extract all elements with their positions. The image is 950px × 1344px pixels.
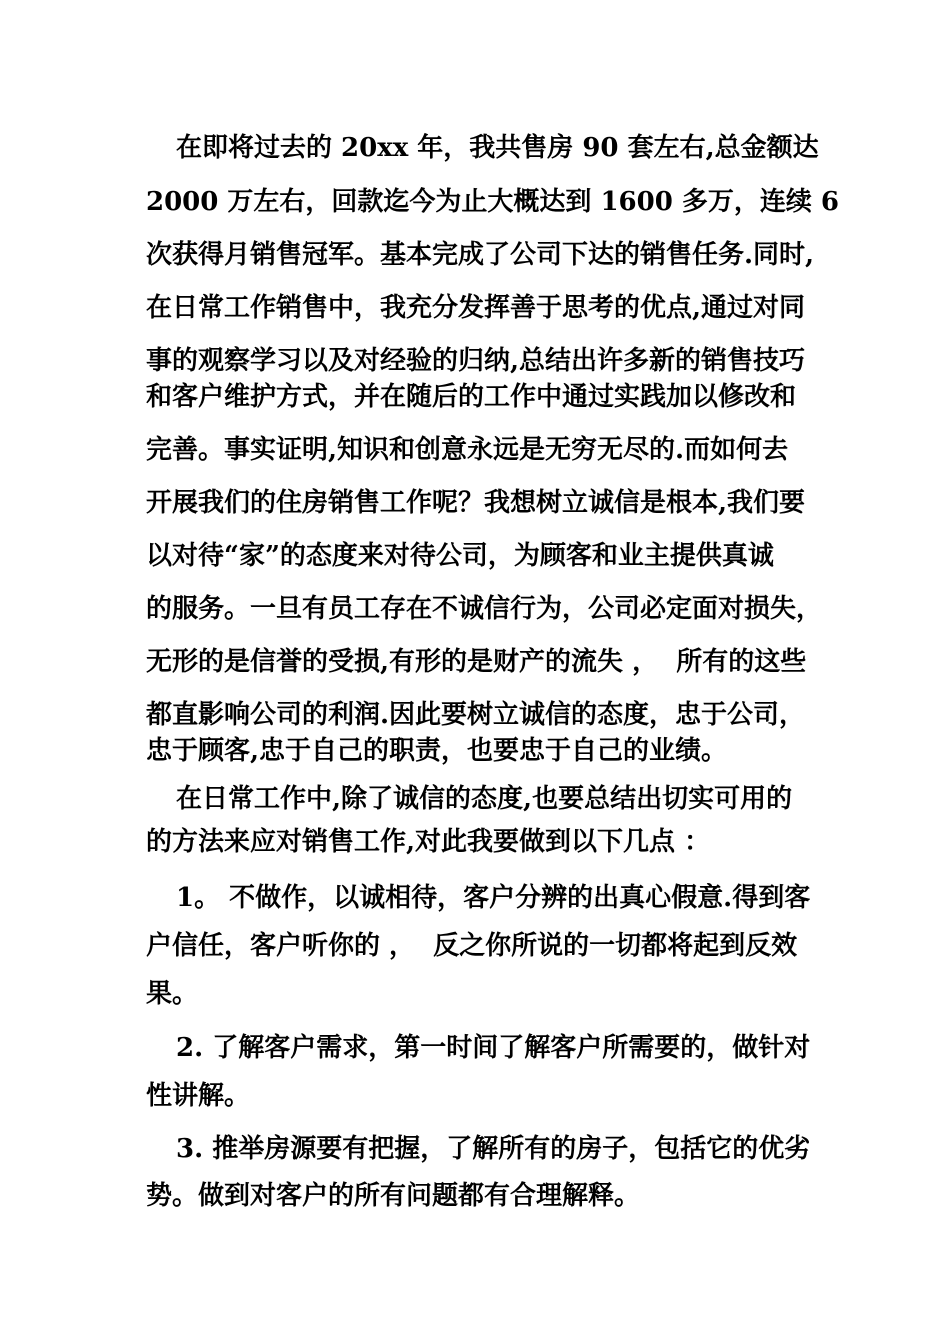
text-line: 2000 万左右，回款迄今为止大概达到 1600 多万，连续 6 xyxy=(146,187,840,217)
list-item-line: 性讲解。 xyxy=(146,1081,251,1111)
list-item-line: 1。 不做作，以诚相待，客户分辨的出真心假意.得到客 xyxy=(176,883,811,913)
text-line: 在即将过去的 20xx 年，我共售房 90 套左右,总金额达 xyxy=(176,133,819,163)
text-line: 忠于顾客,忠于自己的职责，也要忠于自己的业绩。 xyxy=(146,736,728,766)
list-item-line: 2. 了解客户需求，第一时间了解客户所需要的，做针对 xyxy=(176,1033,811,1063)
list-item-line: 势。做到对客户的所有问题都有合理解释。 xyxy=(146,1181,641,1211)
list-item-line: 户信任，客户听你的 ， 反之你所说的一切都将起到反效 xyxy=(146,931,798,961)
text-line: 的服务。一旦有员工存在不诚信行为，公司必定面对损失， xyxy=(146,594,823,624)
list-item-line: 果。 xyxy=(146,979,199,1009)
text-line: 在日常工作销售中，我充分发挥善于思考的优点,通过对同 xyxy=(146,293,806,323)
text-line: 开展我们的住房销售工作呢？我想树立诚信是根本,我们要 xyxy=(146,488,806,518)
text-line: 次获得月销售冠军。基本完成了公司下达的销售任务.同时, xyxy=(146,240,815,270)
text-line: 在日常工作中,除了诚信的态度,也要总结出切实可用的 xyxy=(176,784,793,814)
text-line: 和客户维护方式，并在随后的工作中通过实践加以修改和 xyxy=(146,382,797,412)
text-line: 无形的是信誉的受损,有形的是财产的流失 ， 所有的这些 xyxy=(146,647,807,677)
text-line: 以对待“家”的态度来对待公司，为顾客和业主提供真诚 xyxy=(146,541,774,571)
text-line: 都直影响公司的利润.因此要树立诚信的态度，忠于公司， xyxy=(146,700,806,730)
text-line: 完善。事实证明,知识和创意永远是无穷无尽的.而如何去 xyxy=(146,435,789,465)
text-line: 的方法来应对销售工作,对此我要做到以下几点 ： xyxy=(146,827,711,857)
list-item-line: 3. 推举房源要有把握，了解所有的房子，包括它的优劣 xyxy=(176,1134,811,1164)
text-line: 事的观察学习以及对经验的归纳,总结出许多新的销售技巧 xyxy=(146,346,806,376)
